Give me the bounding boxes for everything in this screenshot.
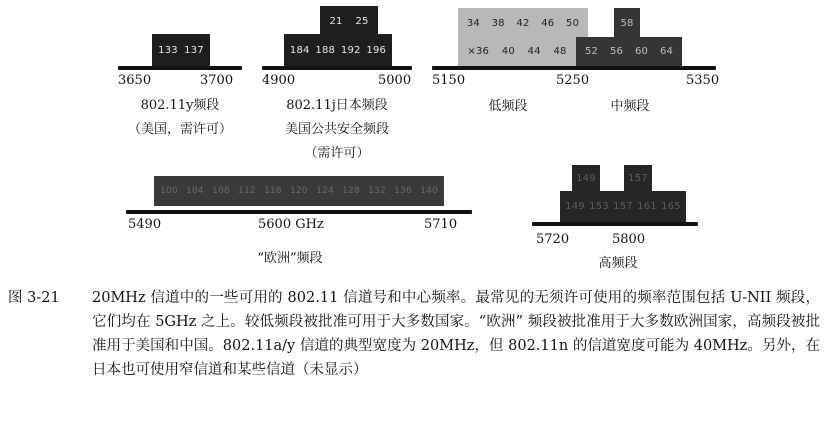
- channel-number: 50: [566, 17, 580, 29]
- channel-number: 25: [355, 15, 369, 27]
- band-label-high: 高频段: [598, 256, 638, 271]
- figure-number: 图 3-21: [8, 290, 60, 306]
- band-label-j: 802.11j日本频段: [286, 98, 388, 113]
- channel-block-y: [152, 34, 210, 66]
- channel-number: 140: [420, 186, 438, 196]
- channel-number: 188: [315, 44, 336, 56]
- channel-number: 46: [541, 17, 555, 29]
- frequency-axis-high: [532, 222, 698, 226]
- channel-number: 56: [609, 46, 624, 57]
- channel-block-low-bottom: [458, 37, 576, 66]
- band-label-y: 802.11y频段: [140, 98, 220, 113]
- channel-number: 38: [491, 17, 505, 29]
- channel-number: 48: [553, 46, 567, 57]
- channel-number: 133: [158, 44, 178, 56]
- channel-number: 64: [659, 46, 674, 57]
- frequency-axis-unii: [432, 66, 716, 70]
- tick-5000: 5000: [378, 73, 412, 88]
- channel-block-mid-top: [614, 8, 640, 38]
- channel-number: 149: [565, 201, 585, 212]
- tick-3700: 3700: [200, 73, 234, 88]
- tick-5250: 5250: [556, 73, 590, 88]
- channel-number: 149: [576, 173, 596, 184]
- channel-number: 40: [501, 46, 515, 57]
- channel-number: 60: [634, 46, 649, 57]
- channel-number: 153: [589, 201, 609, 212]
- channel-number: 108: [212, 186, 230, 196]
- channel-number: 157: [613, 201, 633, 212]
- tick-5710: 5710: [424, 217, 458, 232]
- channel-number: 184: [289, 44, 310, 56]
- channel-number: 192: [340, 44, 361, 56]
- tick-5600: 5600 GHz: [258, 217, 324, 232]
- channel-block-high-top-2: [624, 165, 652, 192]
- tick-5350: 5350: [686, 73, 720, 88]
- channel-number: 161: [637, 201, 657, 212]
- tick-5490: 5490: [128, 217, 162, 232]
- channel-block-mid-bottom: [576, 37, 682, 66]
- channel-number: 136: [394, 186, 412, 196]
- channel-number: 58: [620, 17, 634, 29]
- channel-number: 42: [516, 17, 530, 29]
- channel-number: 120: [290, 186, 308, 196]
- frequency-axis-j: [262, 66, 412, 70]
- band-note-j: （需许可）: [304, 146, 370, 161]
- channel-block-high-top-1: [572, 165, 600, 192]
- band-label-mid: 中频段: [610, 99, 650, 114]
- channel-number: 132: [368, 186, 386, 196]
- channel-number: 104: [186, 186, 204, 196]
- channel-block-j-bottom: [284, 34, 392, 66]
- channel-block-j-top: [320, 6, 378, 36]
- channel-number: 116: [264, 186, 282, 196]
- channel-number: 128: [342, 186, 360, 196]
- tick-3650: 3650: [118, 73, 152, 88]
- channel-number: 124: [316, 186, 334, 196]
- channel-block-low-top: [458, 8, 588, 38]
- channel-block-high-bottom: [560, 191, 686, 222]
- frequency-axis-y: [118, 66, 242, 70]
- tick-5150: 5150: [432, 73, 466, 88]
- tick-4900: 4900: [262, 73, 296, 88]
- channel-number: 112: [238, 186, 256, 196]
- channel-number: ×36: [467, 46, 490, 57]
- tick-5800: 5800: [612, 232, 646, 247]
- channel-number: 34: [466, 17, 480, 29]
- band-label-europe: “欧洲”频段: [257, 251, 323, 266]
- channel-number: 137: [184, 44, 204, 56]
- band-note-y: （美国，需许可）: [127, 122, 232, 137]
- caption-text: 20MHz 信道中的一些可用的 802.11 信道号和中心频率。最常见的无须许可使用的频率范围包括 U-NII 频段，它们均在 5GHz 之上。较低频段被批准可用于大多数国家。“欧洲” 频段被批准用于大多数欧洲国家，高频段被批准用于美国和中国。802.11a/y 信道的典型宽度为 20MHz，但 802.11n 的信道宽度可能为 40MHz。另外，在日本也可使用窄信道和某些信道（未显示）: [92, 290, 820, 378]
- channel-number: 44: [527, 46, 541, 57]
- channel-number: 165: [661, 201, 681, 212]
- band-label-public-safety: 美国公共安全频段: [284, 122, 389, 137]
- band-label-low: 低频段: [488, 99, 528, 114]
- channel-number: 52: [584, 46, 599, 57]
- channel-number: 196: [366, 44, 387, 56]
- channel-number: 157: [628, 173, 648, 184]
- channel-block-europe: [154, 176, 444, 206]
- channel-number: 21: [329, 15, 343, 27]
- tick-5720: 5720: [536, 232, 570, 247]
- channel-number: 100: [160, 186, 178, 196]
- frequency-axis-europe: [126, 210, 472, 214]
